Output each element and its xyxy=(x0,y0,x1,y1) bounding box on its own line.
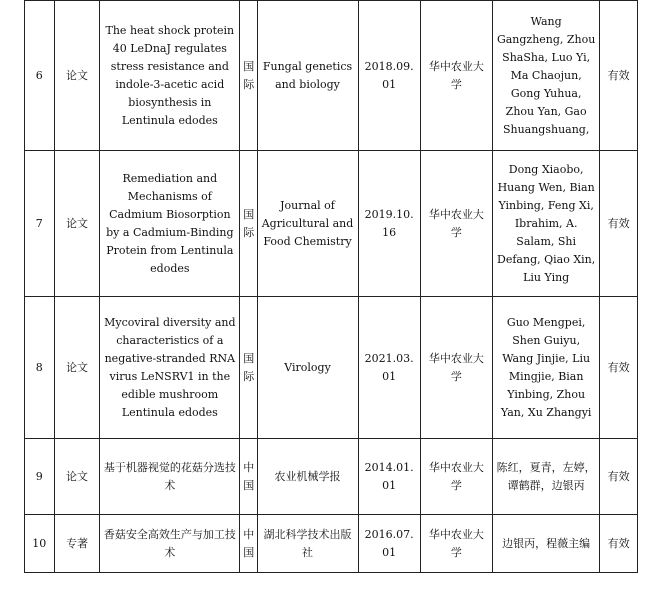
table-row xyxy=(25,151,638,297)
publication-scope: 国际 xyxy=(240,151,257,297)
publication-status: 有效 xyxy=(600,439,638,515)
row-number: 10 xyxy=(25,515,55,573)
publication-scope: 中国 xyxy=(240,515,257,573)
publication-organization: 华中农业大学 xyxy=(420,151,492,297)
row-number: 7 xyxy=(25,151,55,297)
row-number: 9 xyxy=(25,439,55,515)
publication-organization: 华中农业大学 xyxy=(420,439,492,515)
publication-date: 2021.03.01 xyxy=(358,297,420,439)
publication-type: 论文 xyxy=(54,1,100,151)
publication-status: 有效 xyxy=(600,297,638,439)
publication-type: 论文 xyxy=(54,151,100,297)
publication-title: Mycoviral diversity and characteristics of a negative-stranded RNA virus LeNSRV1 in the edible mushroom Lentinula edodes xyxy=(100,297,240,439)
table-row xyxy=(25,515,638,573)
publication-type: 论文 xyxy=(54,439,100,515)
publication-table xyxy=(24,0,638,573)
publication-venue: Journal of Agricultural and Food Chemistry xyxy=(257,151,358,297)
publication-authors: Wang Gangzheng, Zhou ShaSha, Luo Yi, Ma Chaojun, Gong Yuhua, Zhou Yan, Gao Shuangshuang, xyxy=(493,1,600,151)
row-number: 8 xyxy=(25,297,55,439)
publication-status: 有效 xyxy=(600,1,638,151)
publication-venue: Virology xyxy=(257,297,358,439)
publication-scope: 国际 xyxy=(240,297,257,439)
publication-title: The heat shock protein 40 LeDnaJ regulates stress resistance and indole-3-acetic acid biosynthesis in Lentinula edodes xyxy=(100,1,240,151)
publication-date: 2014.01.01 xyxy=(358,439,420,515)
publication-status: 有效 xyxy=(600,151,638,297)
publication-authors: Dong Xiaobo, Huang Wen, Bian Yinbing, Feng Xi, Ibrahim, A. Salam, Shi Defang, Qiao Xin, Liu Ying xyxy=(493,151,600,297)
row-number: 6 xyxy=(25,1,55,151)
publication-organization: 华中农业大学 xyxy=(420,297,492,439)
publication-type: 专著 xyxy=(54,515,100,573)
publication-title: 香菇安全高效生产与加工技术 xyxy=(100,515,240,573)
publication-date: 2019.10.16 xyxy=(358,151,420,297)
publication-authors: 陈红，夏青，左婷，谭鹤群，边银丙 xyxy=(493,439,600,515)
publication-date: 2016.07.01 xyxy=(358,515,420,573)
table-row xyxy=(25,297,638,439)
publication-title: Remediation and Mechanisms of Cadmium Biosorption by a Cadmium-Binding Protein from Lentinula edodes xyxy=(100,151,240,297)
publication-date: 2018.09.01 xyxy=(358,1,420,151)
publication-type: 论文 xyxy=(54,297,100,439)
publication-status: 有效 xyxy=(600,515,638,573)
publication-authors: Guo Mengpei, Shen Guiyu, Wang Jinjie, Liu Mingjie, Bian Yinbing, Zhou Yan, Xu Zhangyi xyxy=(493,297,600,439)
publication-organization: 华中农业大学 xyxy=(420,515,492,573)
publication-venue: 农业机械学报 xyxy=(257,439,358,515)
publication-scope: 国际 xyxy=(240,1,257,151)
publication-organization: 华中农业大学 xyxy=(420,1,492,151)
publication-venue: Fungal genetics and biology xyxy=(257,1,358,151)
publication-title: 基于机器视觉的花菇分选技术 xyxy=(100,439,240,515)
table-row xyxy=(25,1,638,151)
publication-venue: 湖北科学技术出版社 xyxy=(257,515,358,573)
table-row xyxy=(25,439,638,515)
publication-authors: 边银丙，程薇主编 xyxy=(493,515,600,573)
publication-scope: 中国 xyxy=(240,439,257,515)
